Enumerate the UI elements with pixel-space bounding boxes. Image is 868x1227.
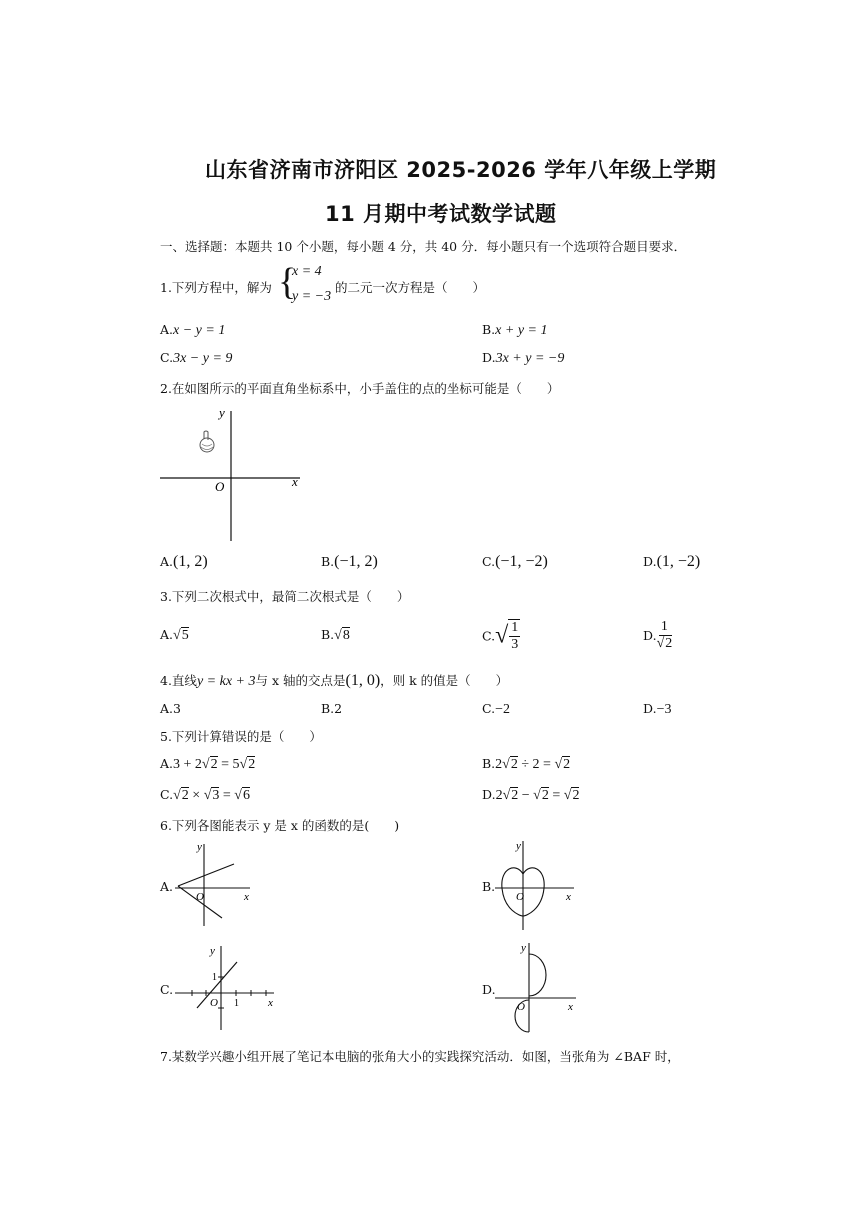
q1-option-b: B.x + y = 1 — [482, 322, 548, 338]
q1-stem-suffix: 的二元一次方程是（ ） — [335, 280, 486, 295]
q6-option-d-label: D. — [482, 982, 496, 997]
q2-option-b: B.(−1, 2) — [321, 553, 378, 570]
q5-option-d: D.2√2 − √2 = √2 — [482, 787, 580, 803]
q1-option-a: A.x − y = 1 — [160, 322, 226, 338]
svg-text:x: x — [244, 891, 249, 903]
q6-option-a-label: A. — [160, 879, 174, 894]
hand-icon — [200, 431, 214, 452]
q4-stem: 4.直线y = kx + 3与 x 轴的交点是(1, 0)，则 k 的值是（ ） — [160, 672, 509, 689]
svg-text:y: y — [210, 945, 215, 957]
svg-text:x: x — [568, 1001, 573, 1013]
q1-option-d: D.3x + y = −9 — [482, 350, 565, 366]
q6-option-c-label: C. — [160, 982, 174, 997]
svg-text:O: O — [210, 997, 218, 1009]
svg-text:x: x — [566, 891, 571, 903]
svg-text:y: y — [516, 840, 521, 852]
q6-option-b-label: B. — [482, 879, 496, 894]
section-heading: 一、选择题：本题共 10 个小题，每小题 4 分，共 40 分．每小题只有一个选项符合题目要求． — [160, 239, 687, 254]
q2-x-label: x — [292, 474, 298, 489]
q2-origin-label: O — [215, 479, 225, 494]
q2-coordinate-figure — [155, 403, 315, 543]
svg-text:x: x — [268, 997, 273, 1009]
svg-text:y: y — [521, 942, 526, 954]
q4-option-c: C.−2 — [482, 701, 510, 717]
q2-stem: 2.在如图所示的平面直角坐标系中，小手盖住的点的坐标可能是（ ） — [160, 381, 560, 396]
svg-text:1: 1 — [212, 972, 217, 983]
q6-graph-a — [172, 838, 257, 928]
q3-option-d: D. $\frac{1}{√2}$ — [643, 619, 673, 651]
q5-option-b: B.2√2 ÷ 2 = √2 — [482, 756, 571, 772]
svg-text:1: 1 — [234, 998, 239, 1009]
svg-text:O: O — [196, 891, 204, 903]
q4-option-d: D.−3 — [643, 701, 672, 717]
q3-option-c: C.√ $\frac{1}{3}$ — [482, 620, 519, 652]
q1-system-line-1: x = 4 — [292, 264, 322, 279]
q3-option-b: B.√8 — [321, 627, 350, 643]
q7-stem: 7.某数学兴趣小组开展了笔记本电脑的张角大小的实践探究活动．如图，当张角为 ∠BAF 时， — [160, 1049, 680, 1064]
q6-stem: 6.下列各图能表示 y 是 x 的函数的是( ) — [160, 818, 400, 833]
q6-graph-d — [492, 938, 582, 1033]
q1-option-c: C.3x − y = 9 — [160, 350, 233, 366]
q5-option-a: A.3 + 2√2 = 5√2 — [160, 756, 256, 772]
svg-text:O: O — [516, 891, 524, 903]
q3-stem: 3.下列二次根式中，最简二次根式是（ ） — [160, 589, 410, 604]
q1-stem-prefix: 1.下列方程中，解为 — [160, 280, 272, 295]
title-line-2: 11 月期中考试数学试题 — [325, 202, 557, 226]
q4-option-a: A.3 — [160, 701, 181, 716]
q2-y-label: y — [219, 405, 225, 420]
q3-option-a: A.√5 — [160, 627, 189, 643]
q6-graph-b — [492, 838, 577, 933]
q2-option-a: A.(1, 2) — [160, 553, 208, 570]
title-line-1: 山东省济南市济阳区 2025-2026 学年八年级上学期 — [205, 158, 717, 182]
q4-option-b: B.2 — [321, 701, 343, 716]
q1-brace: { — [278, 261, 297, 303]
svg-text:y: y — [197, 841, 202, 853]
q5-stem: 5.下列计算错误的是（ ） — [160, 729, 322, 744]
q1-system-line-2: y = −3 — [292, 289, 332, 304]
svg-text:O: O — [517, 1001, 525, 1013]
q2-option-d: D.(1, −2) — [643, 553, 701, 570]
q6-graph-c — [172, 942, 282, 1032]
q2-option-c: C.(−1, −2) — [482, 553, 548, 570]
q5-option-c: C.√2 × √3 = √6 — [160, 787, 250, 803]
